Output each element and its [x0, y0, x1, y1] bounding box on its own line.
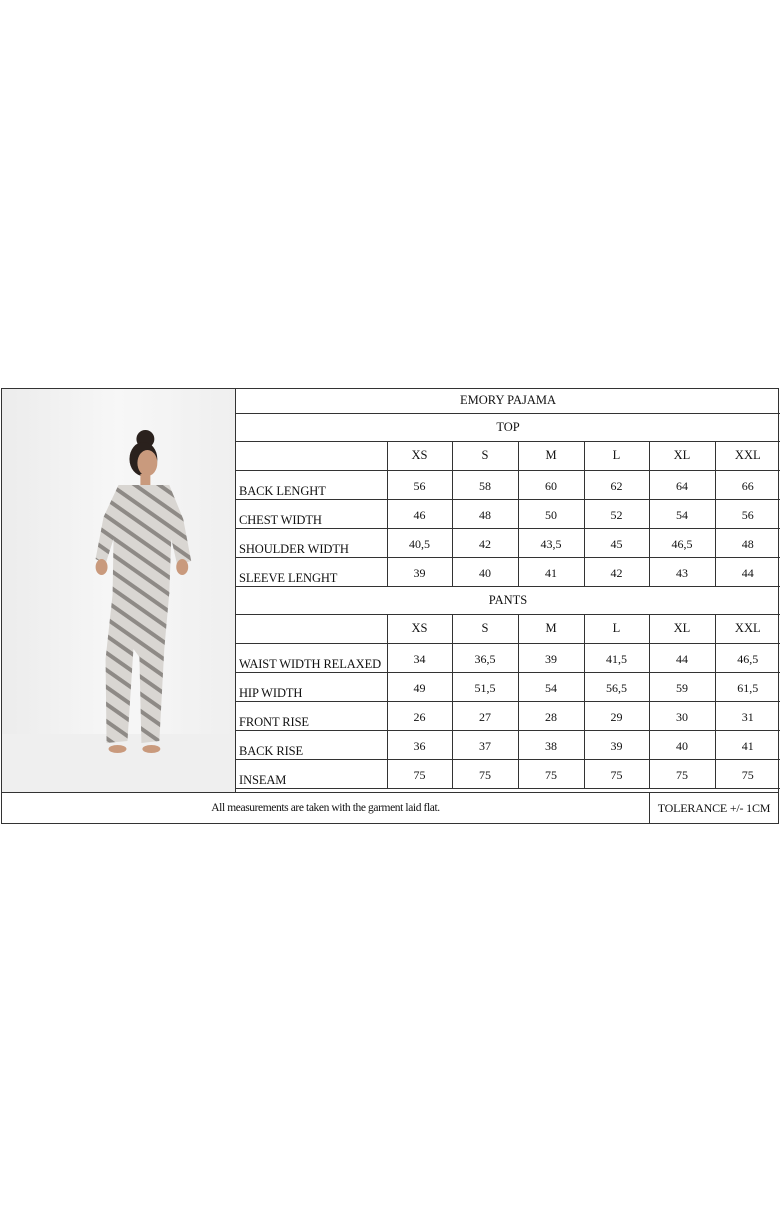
measurement-value: 37	[452, 730, 518, 759]
table-row	[236, 643, 780, 672]
measurement-value: 44	[715, 557, 780, 586]
top-size-header-row	[236, 441, 780, 470]
table-title-text: EMORY PAJAMA	[236, 389, 780, 413]
product-photo	[2, 389, 236, 792]
section-heading-pants	[236, 586, 780, 614]
size-header-cell: XL	[649, 614, 715, 643]
table-row	[236, 528, 780, 557]
tolerance-note: TOLERANCE +/- 1CM	[657, 800, 771, 815]
measurement-label: CHEST WIDTH	[236, 499, 387, 528]
measurement-value: 39	[518, 643, 584, 672]
model-in-pajama-image	[2, 389, 235, 792]
measurement-value: 28	[518, 701, 584, 730]
size-header-cell: S	[452, 441, 518, 470]
measurement-value: 75	[584, 759, 649, 788]
measurement-value: 40	[452, 557, 518, 586]
measurement-value: 29	[584, 701, 649, 730]
table-row	[236, 759, 780, 788]
measurement-value: 42	[452, 528, 518, 557]
measurement-value: 48	[452, 499, 518, 528]
size-header-cell: S	[452, 614, 518, 643]
section-heading-top-text: TOP	[236, 413, 780, 441]
measurement-value: 26	[387, 701, 452, 730]
measurement-value: 56	[715, 499, 780, 528]
measurement-value: 43	[649, 557, 715, 586]
measurement-value: 75	[387, 759, 452, 788]
header-blank-cell	[236, 614, 387, 643]
measurement-label: FRONT RISE	[236, 701, 387, 730]
table-row	[236, 557, 780, 586]
measurement-value: 40	[649, 730, 715, 759]
measurement-value: 60	[518, 470, 584, 499]
measurement-value: 42	[584, 557, 649, 586]
measurement-value: 62	[584, 470, 649, 499]
table-row	[236, 701, 780, 730]
measurement-value: 64	[649, 470, 715, 499]
measurement-value: 36	[387, 730, 452, 759]
measurement-value: 75	[715, 759, 780, 788]
measurement-value: 75	[649, 759, 715, 788]
table-title	[236, 389, 780, 413]
table-row	[236, 730, 780, 759]
measurement-value: 40,5	[387, 528, 452, 557]
size-header-cell: XS	[387, 441, 452, 470]
measurement-value: 52	[584, 499, 649, 528]
measurement-value: 45	[584, 528, 649, 557]
measurement-value: 58	[452, 470, 518, 499]
measurement-value: 49	[387, 672, 452, 701]
measurement-value: 75	[452, 759, 518, 788]
measurement-value: 54	[649, 499, 715, 528]
measurement-value: 43,5	[518, 528, 584, 557]
measurement-label: SHOULDER WIDTH	[236, 528, 387, 557]
table-row	[236, 499, 780, 528]
measurement-value: 41,5	[584, 643, 649, 672]
measurement-value: 36,5	[452, 643, 518, 672]
measurement-label: HIP WIDTH	[236, 672, 387, 701]
footer-row	[2, 792, 778, 823]
size-header-cell: XL	[649, 441, 715, 470]
measurement-value: 34	[387, 643, 452, 672]
measurement-value: 61,5	[715, 672, 780, 701]
measurement-value: 39	[387, 557, 452, 586]
size-header-cell: XXL	[715, 441, 780, 470]
measurement-value: 56,5	[584, 672, 649, 701]
size-chart-sheet	[1, 388, 779, 824]
measurement-label: INSEAM	[236, 759, 387, 788]
measurement-value: 46	[387, 499, 452, 528]
measurement-value: 39	[584, 730, 649, 759]
measurement-value: 48	[715, 528, 780, 557]
measurement-value: 41	[715, 730, 780, 759]
measurement-label: BACK LENGHT	[236, 470, 387, 499]
section-heading-pants-text: PANTS	[236, 586, 780, 614]
size-header-cell: M	[518, 441, 584, 470]
size-header-cell: XS	[387, 614, 452, 643]
header-blank-cell	[236, 441, 387, 470]
measurement-label: WAIST WIDTH RELAXED	[236, 643, 387, 672]
size-header-cell: L	[584, 614, 649, 643]
measurement-value: 44	[649, 643, 715, 672]
measurement-label: SLEEVE LENGHT	[236, 557, 387, 586]
measurement-value: 38	[518, 730, 584, 759]
measurement-value: 46,5	[649, 528, 715, 557]
measurement-value: 27	[452, 701, 518, 730]
measurement-label: BACK RISE	[236, 730, 387, 759]
measurement-value: 46,5	[715, 643, 780, 672]
size-table	[236, 389, 780, 789]
measurement-value: 54	[518, 672, 584, 701]
measurement-value: 59	[649, 672, 715, 701]
measurement-value: 41	[518, 557, 584, 586]
pants-size-header-row	[236, 614, 780, 643]
size-header-cell: M	[518, 614, 584, 643]
measurement-value: 66	[715, 470, 780, 499]
measurement-value: 30	[649, 701, 715, 730]
measurement-value: 31	[715, 701, 780, 730]
size-header-cell: XXL	[715, 614, 780, 643]
measurement-value: 50	[518, 499, 584, 528]
section-heading-top	[236, 413, 780, 441]
measurement-value: 51,5	[452, 672, 518, 701]
measurement-value: 56	[387, 470, 452, 499]
table-row	[236, 672, 780, 701]
size-header-cell: L	[584, 441, 649, 470]
table-row	[236, 470, 780, 499]
measurement-note: All measurements are taken with the garment laid flat.	[2, 793, 650, 823]
measurement-value: 75	[518, 759, 584, 788]
